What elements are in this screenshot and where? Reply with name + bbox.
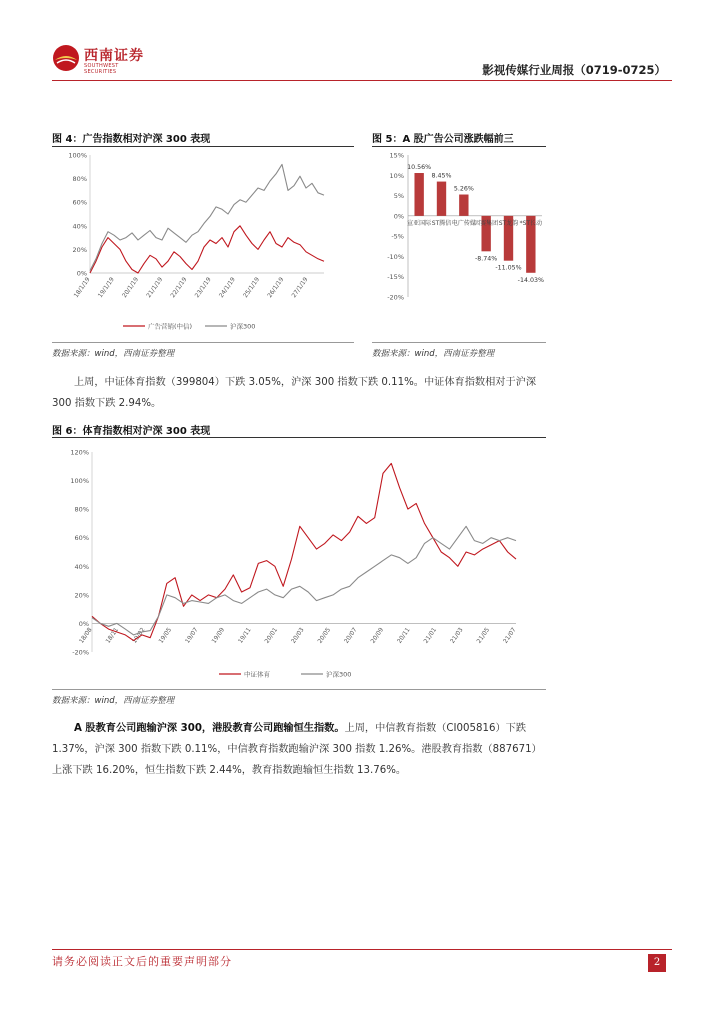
fig5-chart [372, 148, 546, 340]
fig5-category-label: ST腾信 [431, 219, 452, 227]
header-divider [52, 80, 672, 81]
fig6-ytick-label: 20% [74, 591, 89, 600]
fig5-ytick-label: -10% [387, 252, 404, 261]
fig6-legend-label-1: 沪深300 [326, 670, 352, 679]
fig5-bar [437, 182, 446, 216]
fig6-xtick-label: 20/09 [369, 626, 386, 645]
fig6-legend-label-0: 中证体育 [244, 670, 270, 679]
fig6-xtick-label: 20/11 [395, 626, 412, 645]
fig6-series-line-0 [92, 463, 516, 640]
fig4-series-line-0 [90, 226, 324, 273]
fig5-ytick-label: 15% [389, 151, 404, 160]
fig5-category-label: ST龙韵 [498, 219, 519, 227]
fig6-series-line-1 [92, 526, 516, 635]
fig6-xtick-label: 19/09 [210, 626, 227, 645]
fig5-bottom-rule [372, 342, 546, 343]
fig5-category-label: 电广传媒 [451, 219, 476, 227]
fig5-bar [414, 173, 423, 216]
fig6-xtick-label: 21/05 [475, 626, 492, 645]
fig6-title-rule [52, 437, 546, 438]
fig4-xtick-label: 23/1/19 [193, 276, 213, 300]
fig6-xtick-label: 18/08 [77, 626, 94, 645]
paragraph-sports-index: 上周，中证体育指数（399804）下跌 3.05%，沪深 300 指数下跌 0.11%。中证体育指数相对于沪深 300 指数下跌 2.94%。 [52, 377, 537, 409]
fig4-xtick-label: 24/1/19 [217, 276, 237, 300]
fig6-xtick-label: 20/05 [316, 626, 333, 645]
fig5-category-label: *ST长动 [519, 219, 543, 227]
fig4-xtick-label: 18/1/19 [72, 276, 92, 300]
fig6-title: 图 6：体育指数相对沪深 300 表现 [52, 426, 211, 437]
fig6-ytick-label: 40% [74, 562, 89, 571]
fig5-title: 图 5：A 股广告公司涨跌幅前三 [372, 134, 514, 145]
fig6-xtick-label: 19/05 [157, 626, 174, 645]
fig4-ytick-label: 60% [72, 198, 87, 207]
fig5-ytick-label: -15% [387, 273, 404, 282]
fig6-xtick-label: 19/11 [236, 626, 253, 645]
fig4-xtick-label: 22/1/19 [169, 276, 189, 300]
fig6-ytick-label: -20% [72, 648, 89, 657]
fig6-xtick-label: 20/07 [342, 626, 359, 645]
fig5-title-rule [372, 146, 546, 147]
fig4-title-rule [52, 146, 354, 147]
fig4-ytick-label: 100% [68, 151, 87, 160]
fig6-xtick-label: 21/07 [501, 626, 518, 645]
page-number: 2 [648, 954, 666, 972]
fig5-ytick-label: 10% [389, 171, 404, 180]
fig6-xtick-label: 20/03 [289, 626, 306, 645]
fig5-data-label: -14.03% [517, 276, 544, 284]
fig6-xtick-label: 18/11 [104, 626, 121, 645]
fig5-data-label: 5.26% [453, 185, 474, 193]
fig6-xtick-label: 19/07 [183, 626, 200, 645]
company-logo [52, 44, 152, 74]
logo-mark-icon [52, 44, 80, 72]
logo-text-en: SOUTHWEST SECURITIES [84, 63, 119, 75]
fig5-data-label: 8.45% [431, 172, 452, 180]
fig6-ytick-label: 80% [74, 505, 89, 514]
fig5-source: 数据来源：wind，西南证券整理 [372, 349, 495, 359]
fig4-ytick-label: 40% [72, 222, 87, 231]
fig5-ytick-label: -5% [391, 232, 404, 241]
fig5-bar [459, 195, 468, 216]
fig6-xtick-label: 21/03 [448, 626, 465, 645]
paragraph-lead: A 股教育公司跑输沪深 300，港股教育公司跑输恒生指数。 [74, 723, 345, 734]
fig4-xtick-label: 27/1/19 [290, 276, 310, 300]
fig4-xtick-label: 19/1/19 [96, 276, 116, 300]
fig6-ytick-label: 100% [70, 477, 89, 486]
fig6-chart [52, 440, 546, 686]
fig4-xtick-label: 20/1/19 [121, 276, 141, 300]
logo-text-cn: 西南证券 [84, 48, 144, 64]
fig5-ytick-label: -20% [387, 293, 404, 302]
fig5-ytick-label: 0% [393, 212, 404, 221]
fig4-source: 数据来源：wind，西南证券整理 [52, 349, 175, 359]
fig6-bottom-rule [52, 689, 546, 690]
fig4-ytick-label: 0% [76, 269, 87, 278]
fig4-legend-label-1: 沪深300 [230, 322, 256, 331]
report-title: 影视传媒行业周报（0719-0725） [482, 63, 666, 77]
fig4-xtick-label: 25/1/19 [242, 276, 262, 300]
footer-disclaimer: 请务必阅读正文后的重要声明部分 [52, 955, 232, 968]
fig4-ytick-label: 20% [72, 245, 87, 254]
fig5-data-label: -11.05% [495, 264, 522, 272]
fig5-data-label: 10.56% [407, 164, 432, 172]
fig4-xtick-label: 26/1/19 [266, 276, 286, 300]
fig6-ytick-label: 0% [78, 619, 89, 628]
paragraph-education-index [52, 718, 546, 781]
fig6-xtick-label: 20/01 [263, 626, 280, 645]
fig5-category-label: 宣亚国际 [407, 219, 432, 227]
fig5-ytick-label: 5% [393, 192, 404, 201]
fig6-ytick-label: 120% [70, 448, 89, 457]
fig6-xtick-label: 21/01 [422, 626, 439, 645]
fig5-category-label: 因赛集团 [474, 219, 499, 227]
paragraph-body: 上周，中信教育指数（CI005816）下跌 1.37%，沪深 300 指数下跌 0.11%，中信教育指数跑输沪深 300 指数 1.26%。港股教育指数（887671）上涨下跌 16.20%，恒生指数下跌 2.44%，教育指数跑输恒生指数 13.76%。 [52, 723, 542, 776]
fig4-bottom-rule [52, 342, 354, 343]
fig4-series-line-1 [90, 164, 324, 270]
fig5-data-label: -8.74% [475, 255, 498, 263]
fig6-source: 数据来源：wind，西南证券整理 [52, 696, 175, 706]
footer-divider [52, 949, 672, 950]
fig6-xtick-label: 19/02 [130, 626, 147, 645]
fig4-ytick-label: 80% [72, 175, 87, 184]
fig4-title: 图 4：广告指数相对沪深 300 表现 [52, 134, 211, 145]
fig4-xtick-label: 21/1/19 [145, 276, 165, 300]
fig4-legend-label-0: 广告营销(中信) [148, 322, 193, 331]
fig6-ytick-label: 60% [74, 534, 89, 543]
fig4-chart [52, 148, 354, 340]
